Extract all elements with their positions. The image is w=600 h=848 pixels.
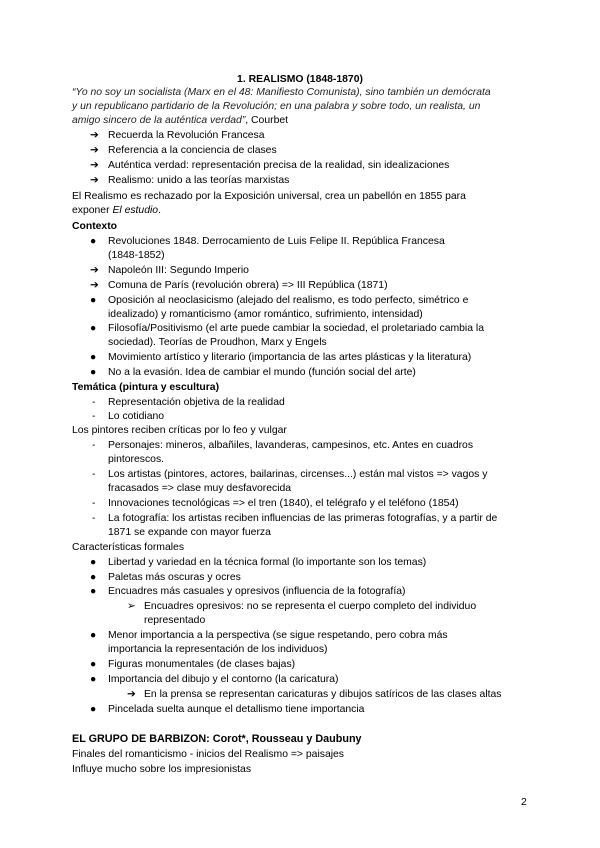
quote-line-1: “Yo no soy un socialista (Marx en el 48: Manifiesto Comunista), sino también un demócrata — [72, 87, 491, 98]
formales-item-6: Importancia del dibujo y el contorno (la caricatura) — [108, 674, 339, 685]
bullet-icon: ● — [90, 704, 97, 715]
pintores-item-3: Innovaciones tecnológicas => el tren (1840), el telégrafo y el teléfono (1854) — [108, 498, 459, 509]
bullet-icon: ● — [90, 557, 97, 568]
bullet-icon: ● — [90, 659, 97, 670]
artwork-title: El estudio — [112, 205, 159, 216]
dash-marker: - — [92, 397, 96, 408]
arrow-icon: ➔ — [127, 689, 136, 700]
contexto-item-1-line-2: (1848-1852) — [108, 250, 165, 261]
pintores-item-4-line-1: La fotografía: los artistas reciben influencias de las primeras fotografías, y a partir de — [108, 513, 498, 524]
intro-item: Recuerda la Revolución Francesa — [108, 130, 265, 141]
contexto-item-4: Movimiento artístico y literario (importancia de las artes plásticas y la literatura) — [108, 352, 472, 363]
arrow-icon: ➔ — [90, 145, 99, 156]
contexto-arrow-2: Comuna de París (revolución obrera) => III República (1871) — [108, 280, 388, 291]
formales-sub-6: En la prensa se representan caricaturas y dibujos satíricos de las clases altas — [144, 689, 502, 700]
arrow-icon: ➔ — [90, 160, 99, 171]
bullet-icon: ● — [90, 367, 97, 378]
page-number: 2 — [521, 797, 527, 808]
contexto-arrow-1: Napoleón III: Segundo Imperio — [108, 265, 249, 276]
arrow-icon: ➔ — [90, 280, 99, 291]
pintores-item-2-line-2: fracasados => clase muy desfavorecida — [108, 483, 292, 494]
contexto-item-3-line-2: sociedad). Teorías de Proudhon, Marx y Engels — [108, 337, 327, 348]
arrow-icon: ➔ — [90, 265, 99, 276]
formales-sub-3-line-2: representado — [144, 615, 206, 626]
contexto-item-1-line-1: Revoluciones 1848. Derrocamiento de Luis Felipe II. República Francesa — [108, 236, 445, 247]
exposition-prefix: exponer — [72, 205, 113, 216]
quote-text: amigo sincero de la auténtica verdad” — [72, 115, 246, 126]
contexto-item-3-line-1: Filosofía/Positivismo (el arte puede cambiar la sociedad, el proletariado cambia la — [108, 323, 484, 334]
barbizon-line-1: Finales del romanticismo - inicios del Realismo => paisajes — [72, 749, 345, 760]
bullet-icon: ● — [90, 236, 97, 247]
arrow-icon: ➔ — [90, 175, 99, 186]
quote-author: , Courbet — [245, 115, 289, 126]
formales-item-4-line-1: Menor importancia a la perspectiva (se sigue respetando, pero cobra más — [108, 630, 448, 641]
formales-heading: Características formales — [72, 542, 185, 553]
section-title: 1. REALISMO (1848-1870) — [237, 74, 363, 85]
contexto-item-2-line-2: idealizado) y romanticismo (amor romántico, sufrimiento, intensidad) — [108, 309, 423, 320]
exposition-suffix: . — [158, 205, 161, 216]
intro-item: Realismo: unido a las teorías marxistas — [108, 175, 290, 186]
pintores-heading: Los pintores reciben críticas por lo feo y vulgar — [72, 425, 287, 436]
dash-marker: - — [92, 513, 96, 524]
formales-item-4-line-2: importancia la representación de los individuos) — [108, 644, 328, 655]
bullet-icon: ● — [90, 572, 97, 583]
bullet-icon: ● — [90, 630, 97, 641]
pintores-item-1-line-1: Personajes: mineros, albañiles, lavanderas, campesinos, etc. Antes en cuadros — [108, 440, 474, 451]
formales-sub-3-line-1: Encuadres opresivos: no se representa el cuerpo completo del individuo — [144, 601, 477, 612]
quote-line-2: y un republicano partidario de la Revolución; en una palabra y sobre todo, un realista, un — [72, 101, 481, 112]
arrow-icon: ➔ — [90, 130, 99, 141]
dash-marker: - — [92, 411, 96, 422]
bullet-icon: ● — [90, 323, 97, 334]
barbizon-line-2: Influye mucho sobre los impresionistas — [72, 764, 252, 775]
bullet-icon: ● — [90, 295, 97, 306]
barbizon-heading: EL GRUPO DE BARBIZON: Corot*, Rousseau y Daubuny — [72, 733, 362, 745]
tematica-heading: Temática (pintura y escultura) — [72, 382, 220, 393]
bullet-icon: ● — [90, 352, 97, 363]
pintores-item-2-line-1: Los artistas (pintores, actores, bailarinas, circenses...) están mal vistos => vagos y — [108, 469, 488, 480]
chevron-icon: ➢ — [127, 601, 136, 612]
formales-item-5: Figuras monumentales (de clases bajas) — [108, 659, 296, 670]
contexto-heading: Contexto — [72, 221, 118, 232]
pintores-item-1-line-2: pintorescos. — [108, 454, 165, 465]
bullet-icon: ● — [90, 586, 97, 597]
tematica-item-1: Representación objetiva de la realidad — [108, 397, 285, 408]
pintores-item-4-line-2: 1871 se expande con mayor fuerza — [108, 527, 271, 538]
intro-item: Auténtica verdad: representación precisa de la realidad, sin idealizaciones — [108, 160, 450, 171]
exposition-line-1: El Realismo es rechazado por la Exposición universal, crea un pabellón en 1855 para — [72, 191, 466, 202]
quote-line-3 — [72, 114, 288, 127]
tematica-item-2: Lo cotidiano — [108, 411, 165, 422]
bullet-icon: ● — [90, 674, 97, 685]
exposition-line-2 — [72, 204, 161, 217]
formales-item-7: Pincelada suelta aunque el detallismo tiene importancia — [108, 704, 365, 715]
intro-item: Referencia a la conciencia de clases — [108, 145, 277, 156]
formales-item-1: Libertad y variedad en la técnica formal (lo importante son los temas) — [108, 557, 427, 568]
formales-item-2: Paletas más oscuras y ocres — [108, 572, 241, 583]
contexto-item-2-line-1: Oposición al neoclasicismo (alejado del realismo, es todo perfecto, simétrico e — [108, 295, 469, 306]
contexto-item-5: No a la evasión. Idea de cambiar el mundo (función social del arte) — [108, 367, 416, 378]
dash-marker: - — [92, 440, 96, 451]
formales-item-3: Encuadres más casuales y opresivos (influencia de la fotografía) — [108, 586, 406, 597]
dash-marker: - — [92, 498, 96, 509]
dash-marker: - — [92, 469, 96, 480]
